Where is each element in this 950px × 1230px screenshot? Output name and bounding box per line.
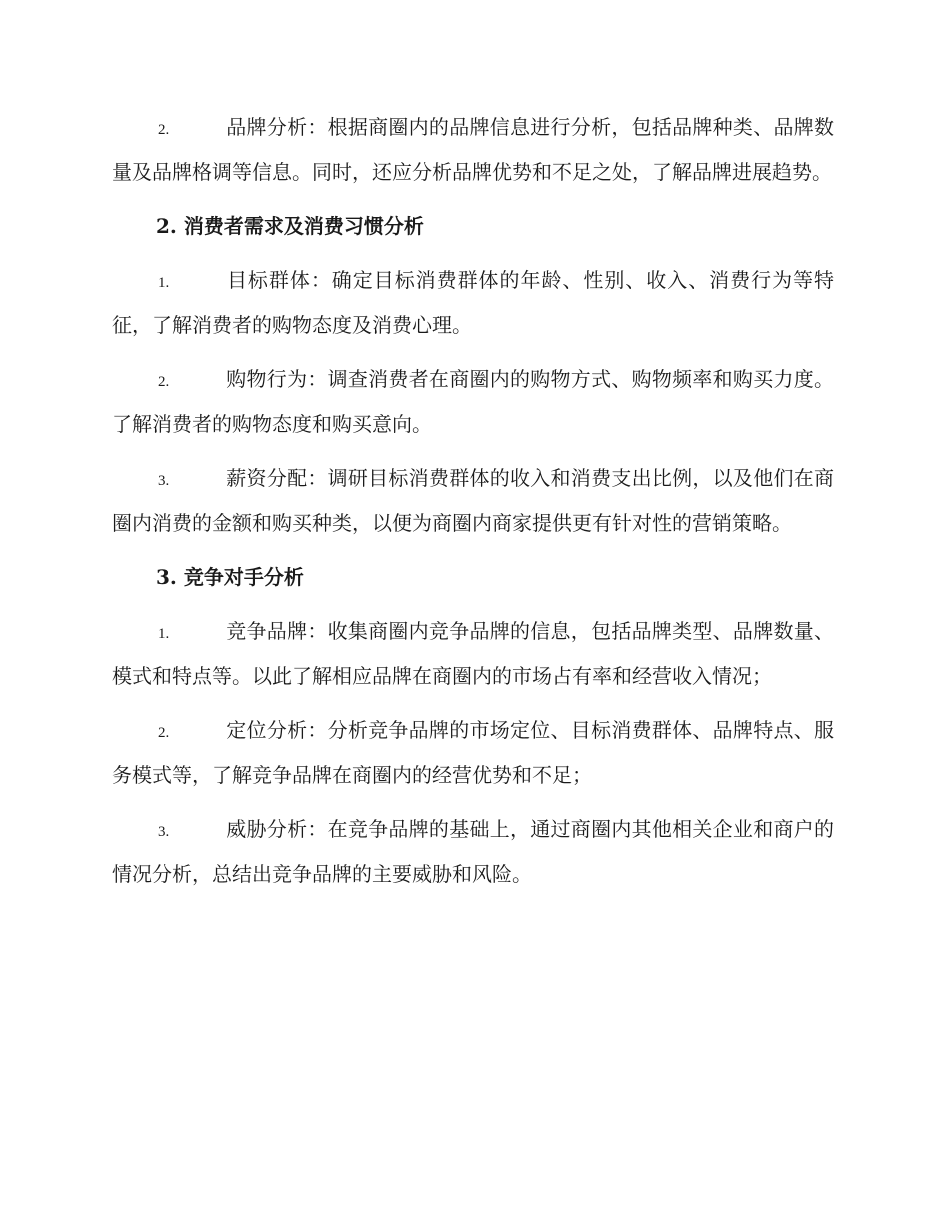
list-text: 目标群体：确定目标消费群体的年龄、性别、收入、消费行为等特征，了解消费者的购物态度及消费心理。 <box>112 268 834 337</box>
document-page <box>112 106 834 907</box>
section-heading: 3. 竞争对手分析 <box>156 565 304 589</box>
list-item <box>112 259 834 346</box>
list-item <box>112 610 834 697</box>
list-text: 品牌分析：根据商圈内的品牌信息进行分析，包括品牌种类、品牌数量及品牌格调等信息。同时，还应分析品牌优势和不足之处，了解品牌进展趋势。 <box>112 115 834 184</box>
list-text: 购物行为：调查消费者在商圈内的购物方式、购物频率和购买力度。了解消费者的购物态度和购买意向。 <box>112 367 834 436</box>
list-text: 薪资分配：调研目标消费群体的收入和消费支出比例，以及他们在商圈内消费的金额和购买种类，以便为商圈内商家提供更有针对性的营销策略。 <box>112 466 834 535</box>
list-number: 3. <box>158 473 170 489</box>
list-item <box>112 358 834 445</box>
list-item <box>112 808 834 895</box>
list-item <box>112 106 834 193</box>
list-number: 2. <box>158 374 170 390</box>
list-number: 1. <box>158 275 170 291</box>
list-item <box>112 709 834 796</box>
list-number: 2. <box>158 122 170 138</box>
list-text: 定位分析：分析竞争品牌的市场定位、目标消费群体、品牌特点、服务模式等，了解竞争品牌在商圈内的经营优势和不足； <box>112 718 834 787</box>
list-number: 2. <box>158 725 170 741</box>
list-number: 1. <box>158 626 170 642</box>
section-heading: 2. 消费者需求及消费习惯分析 <box>156 214 424 238</box>
list-item <box>112 457 834 544</box>
list-text: 威胁分析：在竞争品牌的基础上，通过商圈内其他相关企业和商户的情况分析，总结出竞争品牌的主要威胁和风险。 <box>112 817 834 886</box>
list-text: 竞争品牌：收集商圈内竞争品牌的信息，包括品牌类型、品牌数量、模式和特点等。以此了解相应品牌在商圈内的市场占有率和经营收入情况； <box>112 619 834 688</box>
list-number: 3. <box>158 824 170 840</box>
